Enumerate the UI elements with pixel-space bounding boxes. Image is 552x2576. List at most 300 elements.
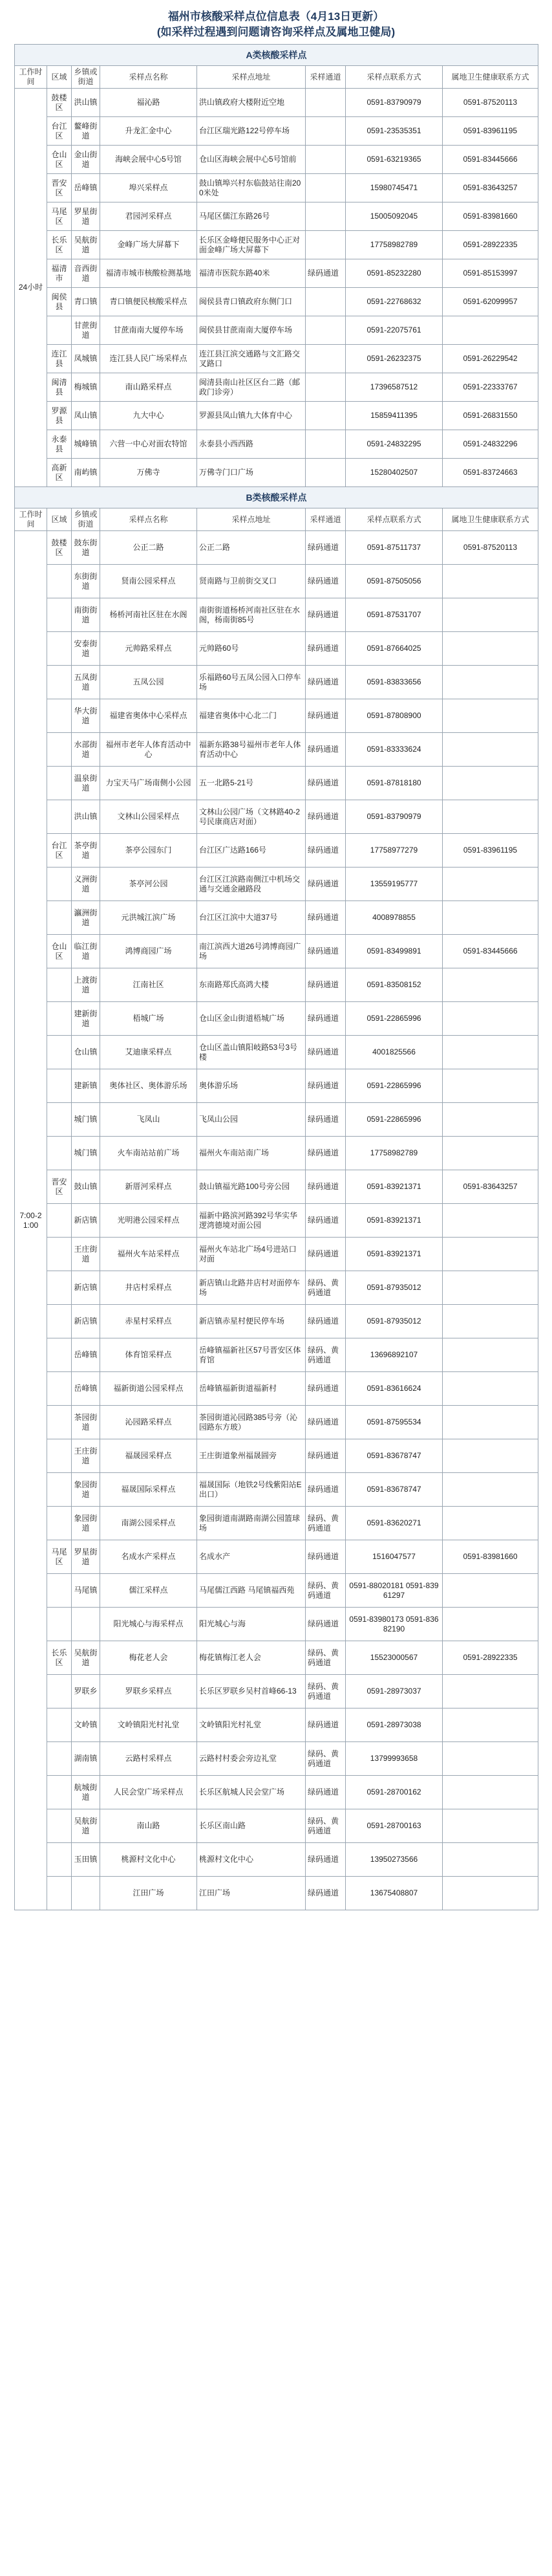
site-name: 南山路采样点 — [100, 373, 197, 402]
site-address: 五一北路5-21号 — [197, 767, 306, 800]
site-name: 光明港公园采样点 — [100, 1204, 197, 1238]
table-row — [15, 1708, 538, 1742]
district: 鼓楼区 — [47, 531, 72, 565]
town: 马尾镇 — [72, 1574, 100, 1608]
district — [47, 1103, 72, 1137]
town — [72, 1877, 100, 1910]
table-row — [15, 1877, 538, 1910]
health-bureau-phone: 0591-62099957 — [443, 288, 538, 316]
site-phone: 0591-83616624 — [346, 1372, 443, 1406]
site-phone: 0591-22865996 — [346, 1002, 443, 1036]
town: 文岭镇 — [72, 1708, 100, 1742]
district: 仓山区 — [47, 146, 72, 174]
site-phone: 0591-83790979 — [346, 89, 443, 117]
site-phone: 0591-63219365 — [346, 146, 443, 174]
work-time: 24小时 — [15, 89, 47, 487]
site-phone: 15005092045 — [346, 202, 443, 231]
column-header: 工作时间 — [15, 66, 47, 89]
site-name: 公正二路 — [100, 531, 197, 565]
channel: 绿码通道 — [306, 699, 346, 733]
site-address: 名成水产 — [197, 1540, 306, 1574]
table-row — [15, 117, 538, 146]
site-name: 福新街道公园采样点 — [100, 1372, 197, 1406]
district — [47, 1776, 72, 1809]
table-row — [15, 1137, 538, 1170]
channel: 绿码通道 — [306, 1406, 346, 1439]
channel — [306, 430, 346, 459]
district — [47, 1877, 72, 1910]
column-header: 乡镇或街道 — [72, 66, 100, 89]
table-row — [15, 565, 538, 598]
table-row — [15, 800, 538, 834]
site-name: 文林山公园采样点 — [100, 800, 197, 834]
district — [47, 1338, 72, 1372]
health-bureau-phone — [443, 1809, 538, 1843]
site-address: 仓山区海峡会展中心5号馆前 — [197, 146, 306, 174]
health-bureau-phone — [443, 1439, 538, 1473]
channel: 绿码通道 — [306, 1170, 346, 1204]
channel: 绿码通道 — [306, 1103, 346, 1137]
channel: 绿码通道 — [306, 632, 346, 666]
channel: 绿码通道 — [306, 968, 346, 1002]
health-bureau-phone: 0591-28922335 — [443, 231, 538, 259]
channel — [306, 402, 346, 430]
column-header-row — [15, 508, 538, 531]
channel: 绿码通道 — [306, 1877, 346, 1910]
district — [47, 1675, 72, 1708]
town: 新店镇 — [72, 1271, 100, 1305]
site-name: 力宝天马广场南侧小公园 — [100, 767, 197, 800]
district: 罗源县 — [47, 402, 72, 430]
channel: 绿码通道 — [306, 733, 346, 767]
town: 南屿镇 — [72, 459, 100, 487]
site-phone: 0591-83980173 0591-83682190 — [346, 1608, 443, 1641]
district — [47, 733, 72, 767]
site-address: 长乐区南山路 — [197, 1809, 306, 1843]
health-bureau-phone: 0591-87520113 — [443, 89, 538, 117]
site-phone: 13950273566 — [346, 1843, 443, 1877]
table-row — [15, 733, 538, 767]
site-name: 茶亭公园东门 — [100, 834, 197, 868]
channel: 绿码、黄码通道 — [306, 1507, 346, 1540]
town: 建新镇 — [72, 1069, 100, 1103]
site-name: 升龙汇金中心 — [100, 117, 197, 146]
channel: 绿码通道 — [306, 1843, 346, 1877]
site-address: 鼓山镇福光路100号旁公园 — [197, 1170, 306, 1204]
site-phone: 0591-28973037 — [346, 1675, 443, 1708]
column-header: 采样通道 — [306, 66, 346, 89]
town: 王庄街道 — [72, 1439, 100, 1473]
district: 马尾区 — [47, 202, 72, 231]
town: 罗星街道 — [72, 202, 100, 231]
sites-table — [14, 44, 538, 1910]
health-bureau-phone — [443, 1069, 538, 1103]
site-name: 福州火车站采样点 — [100, 1238, 197, 1271]
table-row — [15, 666, 538, 699]
site-phone: 17758977279 — [346, 834, 443, 868]
district — [47, 1843, 72, 1877]
site-address: 连江县江滨交通路与文汇路交叉路口 — [197, 345, 306, 373]
channel: 绿码、黄码通道 — [306, 1675, 346, 1708]
district — [47, 1507, 72, 1540]
health-bureau-phone — [443, 901, 538, 935]
channel — [306, 373, 346, 402]
district — [47, 1742, 72, 1776]
town: 温泉街道 — [72, 767, 100, 800]
channel: 绿码通道 — [306, 1608, 346, 1641]
district — [47, 598, 72, 632]
column-header: 采样点联系方式 — [346, 508, 443, 531]
town: 临江街道 — [72, 935, 100, 968]
health-bureau-phone — [443, 733, 538, 767]
site-address: 万佛寺门口广场 — [197, 459, 306, 487]
table-row — [15, 1305, 538, 1338]
health-bureau-phone — [443, 767, 538, 800]
site-name: 艾迪康采样点 — [100, 1036, 197, 1069]
column-header: 采样点地址 — [197, 508, 306, 531]
health-bureau-phone: 0591-83981660 — [443, 202, 538, 231]
health-bureau-phone: 0591-83981660 — [443, 1540, 538, 1574]
site-name: 九大中心 — [100, 402, 197, 430]
site-address: 象园街道南湖路南湖公园篮球场 — [197, 1507, 306, 1540]
site-phone: 0591-83499891 — [346, 935, 443, 968]
site-phone: 0591-24832295 — [346, 430, 443, 459]
district: 福清市 — [47, 259, 72, 288]
site-phone: 0591-87935012 — [346, 1271, 443, 1305]
site-name: 阳光城心与海采样点 — [100, 1608, 197, 1641]
district — [47, 699, 72, 733]
town: 城门镇 — [72, 1137, 100, 1170]
district — [47, 767, 72, 800]
table-row — [15, 1238, 538, 1271]
site-name: 六营一中心对面农特馆 — [100, 430, 197, 459]
site-name: 儒江采样点 — [100, 1574, 197, 1608]
town — [72, 1608, 100, 1641]
section-title: B类核酸采样点 — [15, 487, 538, 508]
district — [47, 1439, 72, 1473]
channel — [306, 459, 346, 487]
site-phone: 4008978855 — [346, 901, 443, 935]
site-name: 埠兴采样点 — [100, 174, 197, 202]
health-bureau-phone — [443, 800, 538, 834]
site-phone: 0591-83921371 — [346, 1204, 443, 1238]
district — [47, 800, 72, 834]
channel: 绿码通道 — [306, 1372, 346, 1406]
channel: 绿码通道 — [306, 1238, 346, 1271]
health-bureau-phone: 0591-83961195 — [443, 834, 538, 868]
district — [47, 1372, 72, 1406]
town: 仓山镇 — [72, 1036, 100, 1069]
site-phone: 1516047577 — [346, 1540, 443, 1574]
town: 梅城镇 — [72, 373, 100, 402]
health-bureau-phone — [443, 1372, 538, 1406]
district: 闽侯县 — [47, 288, 72, 316]
site-phone: 13675408807 — [346, 1877, 443, 1910]
health-bureau-phone — [443, 1238, 538, 1271]
channel — [306, 345, 346, 373]
table-row — [15, 1641, 538, 1675]
site-phone: 0591-28700163 — [346, 1809, 443, 1843]
health-bureau-phone — [443, 666, 538, 699]
channel: 绿码、黄码通道 — [306, 1338, 346, 1372]
table-row — [15, 1809, 538, 1843]
site-address: 罗源县凤山镇九大体育中心 — [197, 402, 306, 430]
table-row — [15, 868, 538, 901]
district — [47, 1608, 72, 1641]
site-address: 长乐区金峰便民服务中心正对面金峰广场大屏幕下 — [197, 231, 306, 259]
channel: 绿码通道 — [306, 1708, 346, 1742]
table-row — [15, 1406, 538, 1439]
district — [47, 1473, 72, 1507]
channel: 绿码通道 — [306, 868, 346, 901]
site-address: 闽清县南山社区区台二路（邮政门诊旁） — [197, 373, 306, 402]
district — [47, 1036, 72, 1069]
site-address: 东南路郑氏高鸿大楼 — [197, 968, 306, 1002]
town: 城峰镇 — [72, 430, 100, 459]
health-bureau-phone: 0591-28922335 — [443, 1641, 538, 1675]
town: 水部街道 — [72, 733, 100, 767]
channel: 绿码通道 — [306, 901, 346, 935]
district — [47, 1574, 72, 1608]
health-bureau-phone: 0591-85153997 — [443, 259, 538, 288]
site-address: 梅花镇梅江老人会 — [197, 1641, 306, 1675]
site-address: 乐福路60号五凤公园入口停车场 — [197, 666, 306, 699]
health-bureau-phone — [443, 632, 538, 666]
town: 鼓东街道 — [72, 531, 100, 565]
site-address: 长乐区罗联乡吴村首峰66-13 — [197, 1675, 306, 1708]
channel — [306, 202, 346, 231]
site-address: 福建省奥体中心北二门 — [197, 699, 306, 733]
site-name: 福晟园采样点 — [100, 1439, 197, 1473]
health-bureau-phone: 0591-26831550 — [443, 402, 538, 430]
site-phone: 0591-87808900 — [346, 699, 443, 733]
site-address: 福州火车南站南广场 — [197, 1137, 306, 1170]
site-phone: 17758982789 — [346, 1137, 443, 1170]
town: 安泰街道 — [72, 632, 100, 666]
column-header: 属地卫生健康联系方式 — [443, 508, 538, 531]
town: 罗联乡 — [72, 1675, 100, 1708]
health-bureau-phone — [443, 1103, 538, 1137]
site-address: 江田广场 — [197, 1877, 306, 1910]
table-row — [15, 1338, 538, 1372]
table-row — [15, 316, 538, 345]
site-phone: 13696892107 — [346, 1338, 443, 1372]
page-title: 福州市核酸采样点位信息表（4月13日更新） — [167, 10, 385, 23]
town: 南街街道 — [72, 598, 100, 632]
table-row — [15, 1069, 538, 1103]
site-phone: 0591-22865996 — [346, 1069, 443, 1103]
town: 新店镇 — [72, 1204, 100, 1238]
table-row — [15, 373, 538, 402]
district: 长乐区 — [47, 1641, 72, 1675]
health-bureau-phone — [443, 1338, 538, 1372]
health-bureau-phone: 0591-83445666 — [443, 146, 538, 174]
town: 五凤街道 — [72, 666, 100, 699]
district: 永泰县 — [47, 430, 72, 459]
site-name: 名成水产采样点 — [100, 1540, 197, 1574]
table-row — [15, 598, 538, 632]
district — [47, 968, 72, 1002]
table-row — [15, 402, 538, 430]
site-name: 元帅路采样点 — [100, 632, 197, 666]
channel: 绿码、黄码通道 — [306, 1574, 346, 1608]
site-name: 人民会堂广场采样点 — [100, 1776, 197, 1809]
health-bureau-phone — [443, 1036, 538, 1069]
site-name: 飞凤山 — [100, 1103, 197, 1137]
district: 马尾区 — [47, 1540, 72, 1574]
town: 凤城镇 — [72, 345, 100, 373]
site-name: 新厝河采样点 — [100, 1170, 197, 1204]
district: 晋安区 — [47, 174, 72, 202]
site-name: 奥体社区、奥体游乐场 — [100, 1069, 197, 1103]
channel: 绿码、黄码通道 — [306, 1742, 346, 1776]
health-bureau-phone — [443, 1305, 538, 1338]
district — [47, 316, 72, 345]
table-row — [15, 89, 538, 117]
site-name: 文岭镇阳光村礼堂 — [100, 1708, 197, 1742]
site-address: 公正二路 — [197, 531, 306, 565]
site-phone: 0591-83620271 — [346, 1507, 443, 1540]
health-bureau-phone — [443, 1406, 538, 1439]
health-bureau-phone — [443, 1002, 538, 1036]
site-name: 海峡会展中心5号馆 — [100, 146, 197, 174]
district — [47, 1204, 72, 1238]
district — [47, 1002, 72, 1036]
site-name: 福晟国际采样点 — [100, 1473, 197, 1507]
site-phone: 0591-85232280 — [346, 259, 443, 288]
town: 新店镇 — [72, 1305, 100, 1338]
health-bureau-phone: 0591-22333767 — [443, 373, 538, 402]
site-address: 茶园街道沁园路385号旁（沁园路东方玻） — [197, 1406, 306, 1439]
table-row — [15, 834, 538, 868]
district: 长乐区 — [47, 231, 72, 259]
site-address: 闽侯县甘蔗南南大厦停车场 — [197, 316, 306, 345]
health-bureau-phone — [443, 1271, 538, 1305]
site-address: 桃源村文化中心 — [197, 1843, 306, 1877]
district — [47, 901, 72, 935]
site-phone: 17396587512 — [346, 373, 443, 402]
site-phone: 15859411395 — [346, 402, 443, 430]
health-bureau-phone — [443, 1608, 538, 1641]
column-header: 工作时间 — [15, 508, 47, 531]
site-name: 沁园路采样点 — [100, 1406, 197, 1439]
channel — [306, 117, 346, 146]
channel — [306, 316, 346, 345]
town: 吴航街道 — [72, 1641, 100, 1675]
health-bureau-phone: 0591-83643257 — [443, 174, 538, 202]
district: 闽清县 — [47, 373, 72, 402]
table-row — [15, 632, 538, 666]
site-name: 梅花老人会 — [100, 1641, 197, 1675]
section-title: A类核酸采样点 — [15, 45, 538, 66]
site-phone: 0591-83678747 — [346, 1473, 443, 1507]
health-bureau-phone — [443, 1204, 538, 1238]
site-address: 福晟国际（地铁2号线紫阳站E出口） — [197, 1473, 306, 1507]
channel: 绿码、黄码通道 — [306, 1809, 346, 1843]
town: 茶园街道 — [72, 1406, 100, 1439]
site-phone: 15980745471 — [346, 174, 443, 202]
site-phone: 0591-83508152 — [346, 968, 443, 1002]
channel — [306, 231, 346, 259]
channel: 绿码通道 — [306, 1540, 346, 1574]
site-name: 杨桥河南社区驻在水阁 — [100, 598, 197, 632]
table-row — [15, 1036, 538, 1069]
column-header: 乡镇或街道 — [72, 508, 100, 531]
site-name: 桃源村文化中心 — [100, 1843, 197, 1877]
table-row — [15, 231, 538, 259]
site-name: 井店村采样点 — [100, 1271, 197, 1305]
site-phone: 0591-28700162 — [346, 1776, 443, 1809]
channel: 绿码通道 — [306, 1473, 346, 1507]
health-bureau-phone — [443, 1776, 538, 1809]
town: 洪山镇 — [72, 800, 100, 834]
town: 岳峰镇 — [72, 174, 100, 202]
town: 凤山镇 — [72, 402, 100, 430]
site-address: 闽侯县青口镇政府东侧门口 — [197, 288, 306, 316]
site-name: 福州市老年人体育活动中心 — [100, 733, 197, 767]
district — [47, 1137, 72, 1170]
table-row — [15, 531, 538, 565]
site-name: 体育馆采样点 — [100, 1338, 197, 1372]
town: 象园街道 — [72, 1507, 100, 1540]
town: 瀛洲街道 — [72, 901, 100, 935]
town: 义洲街道 — [72, 868, 100, 901]
channel: 绿码通道 — [306, 1776, 346, 1809]
site-address: 福州火车站北广场4号进站口对面 — [197, 1238, 306, 1271]
town: 湖南镇 — [72, 1742, 100, 1776]
site-phone: 0591-22865996 — [346, 1103, 443, 1137]
site-address: 新店镇赤星村便民停车场 — [197, 1305, 306, 1338]
column-header: 采样通道 — [306, 508, 346, 531]
district — [47, 632, 72, 666]
column-header: 区域 — [47, 508, 72, 531]
site-address: 阳光城心与海 — [197, 1608, 306, 1641]
site-address: 台江区广达路166号 — [197, 834, 306, 868]
town: 吴航街道 — [72, 231, 100, 259]
district — [47, 868, 72, 901]
town: 岳峰镇 — [72, 1338, 100, 1372]
table-row — [15, 1170, 538, 1204]
channel — [306, 288, 346, 316]
column-header: 区域 — [47, 66, 72, 89]
town: 建新街道 — [72, 1002, 100, 1036]
table-row — [15, 1372, 538, 1406]
district — [47, 1809, 72, 1843]
health-bureau-phone: 0591-83445666 — [443, 935, 538, 968]
site-phone: 0591-22075761 — [346, 316, 443, 345]
town: 罗星街道 — [72, 1540, 100, 1574]
site-name: 青口镇便民核酸采样点 — [100, 288, 197, 316]
district — [47, 1238, 72, 1271]
site-name: 福清市城市核酸检测基地 — [100, 259, 197, 288]
site-address: 文岭镇阳光村礼堂 — [197, 1708, 306, 1742]
site-phone: 0591-87935012 — [346, 1305, 443, 1338]
site-name: 五凤公园 — [100, 666, 197, 699]
site-address: 南街街道杨桥河南社区驻在水阁，杨南街85号 — [197, 598, 306, 632]
column-header: 采样点地址 — [197, 66, 306, 89]
table-row — [15, 288, 538, 316]
table-row — [15, 1473, 538, 1507]
site-name: 罗联乡采样点 — [100, 1675, 197, 1708]
town: 象园街道 — [72, 1473, 100, 1507]
site-name: 鸿博商园广场 — [100, 935, 197, 968]
site-phone: 15523000567 — [346, 1641, 443, 1675]
site-name: 福建省奥体中心采样点 — [100, 699, 197, 733]
table-row — [15, 1608, 538, 1641]
site-address: 飞凤山公园 — [197, 1103, 306, 1137]
site-address: 福清市医院东路40米 — [197, 259, 306, 288]
site-address: 鼓山镇埠兴村东临鼓站往南200米处 — [197, 174, 306, 202]
